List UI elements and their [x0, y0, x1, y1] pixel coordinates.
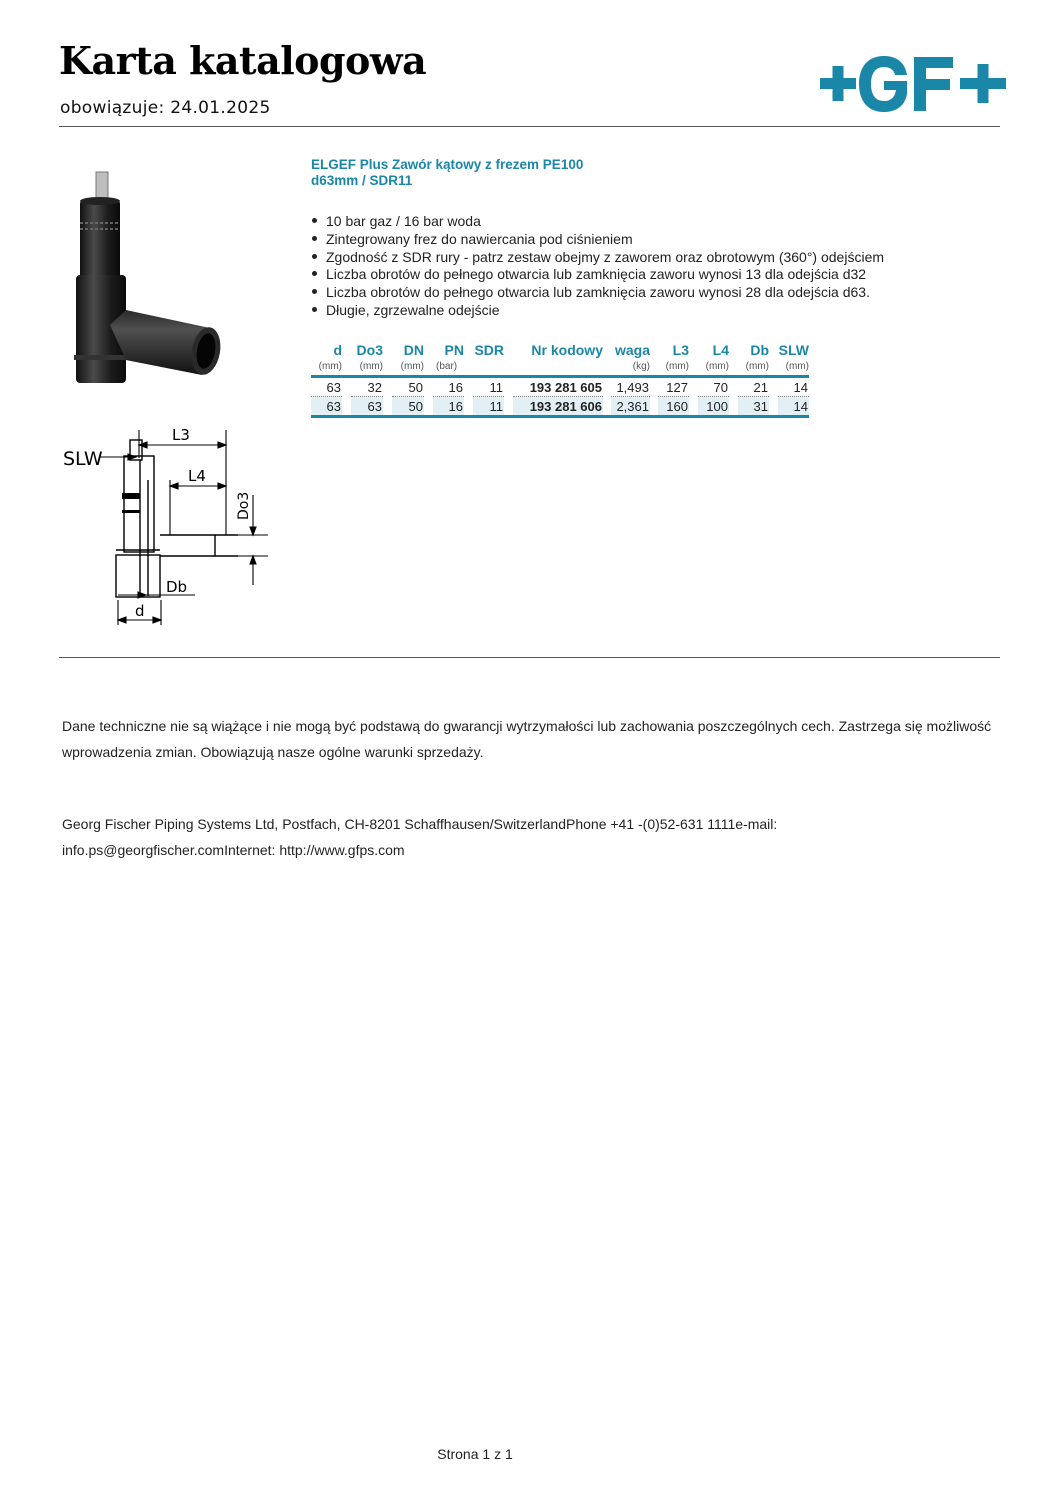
table-row: [311, 397, 809, 418]
drawing-label-l3: L3: [172, 426, 190, 444]
bullet-icon: [312, 218, 317, 223]
col-unit: (mm): [778, 359, 809, 378]
drawing-label-do3: Do3: [236, 491, 252, 520]
product-photo: [60, 160, 230, 390]
feature-text: 10 bar gaz / 16 bar woda: [326, 213, 481, 229]
col-header: waga: [614, 342, 650, 358]
cell-sdr: 11: [473, 397, 504, 418]
cell-do3: 63: [351, 397, 383, 418]
col-header: L3: [672, 342, 689, 358]
bullet-icon: [312, 307, 317, 312]
feature-text: Zgodność z SDR rury - patrz zestaw obejmy z zaworem oraz obrotowym (360°) odejściem: [326, 248, 885, 265]
table-units-row: [311, 359, 809, 378]
drawing-label-db: Db: [166, 578, 188, 596]
cell-pn: 16: [433, 378, 464, 397]
product-title-line1: ELGEF Plus Zawór kątowy z frezem PE100: [311, 157, 584, 172]
cell-l3: 160: [658, 397, 689, 418]
cell-weight: 2,361: [611, 397, 650, 418]
drawing-label-l4: L4: [188, 467, 206, 485]
bullet-icon: [312, 271, 317, 276]
product-title: [311, 157, 583, 189]
bullet-icon: [312, 254, 317, 259]
valid-from-date: obowiązuje: 24.01.2025: [60, 98, 271, 118]
feature-item: [311, 231, 884, 249]
table-row: [311, 378, 809, 397]
cell-dn: 50: [392, 397, 424, 418]
cell-l4: 70: [698, 378, 729, 397]
feature-text: Liczba obrotów do pełnego otwarcia lub zamknięcia zaworu wynosi 28 dla odejścia d63.: [326, 284, 870, 301]
cell-pn: 16: [433, 397, 464, 418]
cell-d: 63: [311, 378, 342, 397]
col-unit: [513, 359, 603, 378]
feature-text: Liczba obrotów do pełnego otwarcia lub zamknięcia zaworu wynosi 13 dla odejścia d32: [326, 266, 867, 283]
col-unit: (mm): [392, 359, 424, 378]
col-header: Db: [750, 342, 769, 358]
page-number: Strona 1 z 1: [437, 1446, 513, 1462]
feature-item: [311, 302, 884, 320]
cell-weight: 1,493: [611, 378, 650, 397]
cell-d: 63: [311, 397, 342, 418]
feature-item: [311, 213, 884, 231]
col-unit: (kg): [611, 359, 650, 378]
content-divider: [59, 657, 1000, 658]
feature-list: [311, 213, 884, 320]
company-address: Georg Fischer Piping Systems Ltd, Postfach, CH-8201 Schaffhausen/SwitzerlandPhone +41 -(0)52-631 1111e-mail: info.ps@georgfischer.comInternet: http://www.gfps.com: [62, 816, 778, 858]
cell-l4: 100: [698, 397, 729, 418]
technical-drawing: [60, 420, 270, 630]
page-title: Karta katalogowa: [59, 38, 427, 83]
col-unit: (bar): [433, 359, 464, 378]
col-header: Do3: [356, 342, 383, 358]
col-unit: [473, 359, 504, 378]
table-header-row: [311, 341, 809, 359]
cell-l3: 127: [658, 378, 689, 397]
col-unit: (mm): [698, 359, 729, 378]
col-header: SDR: [474, 342, 504, 358]
cell-code: 193 281 605: [513, 378, 603, 397]
gf-logo: [820, 56, 1006, 112]
feature-text: Zintegrowany frez do nawiercania pod ciśnieniem: [326, 230, 633, 247]
cell-code: 193 281 606: [513, 397, 603, 418]
feature-text: Długie, zgrzewalne odejście: [326, 301, 500, 318]
cell-db: 31: [738, 397, 769, 418]
col-unit: (mm): [738, 359, 769, 378]
col-unit: (mm): [658, 359, 689, 378]
drawing-label-d: d: [135, 602, 145, 620]
col-header: PN: [444, 342, 464, 358]
col-header: L4: [712, 342, 729, 358]
bullet-icon: [312, 289, 317, 294]
header-divider: [59, 126, 1000, 127]
col-header: Nr kodowy: [531, 342, 603, 358]
col-unit: (mm): [311, 359, 342, 378]
drawing-label-slw: SLW: [63, 448, 103, 470]
col-header: SLW: [778, 342, 809, 358]
cell-slw: 14: [778, 378, 809, 397]
cell-sdr: 11: [473, 378, 504, 397]
bullet-icon: [312, 236, 317, 241]
cell-do3: 32: [351, 378, 383, 397]
feature-item: [311, 249, 884, 267]
col-header: DN: [403, 342, 424, 358]
col-header: d: [333, 342, 342, 358]
spec-table: [311, 341, 809, 418]
cell-slw: 14: [778, 397, 809, 418]
feature-item: [311, 284, 884, 302]
product-title-line2: d63mm / SDR11: [311, 173, 413, 188]
disclaimer-text: Dane techniczne nie są wiążące i nie mogą być podstawą do gwarancji wytrzymałości lub zachowania poszczególnych cech. Zastrzega się możliwość wprowadzenia zmian. Obowiązują nasze ogólne warunki sprzedaży.: [62, 718, 992, 760]
cell-db: 21: [738, 378, 769, 397]
col-unit: (mm): [351, 359, 383, 378]
feature-item: [311, 266, 884, 284]
cell-dn: 50: [392, 378, 424, 397]
